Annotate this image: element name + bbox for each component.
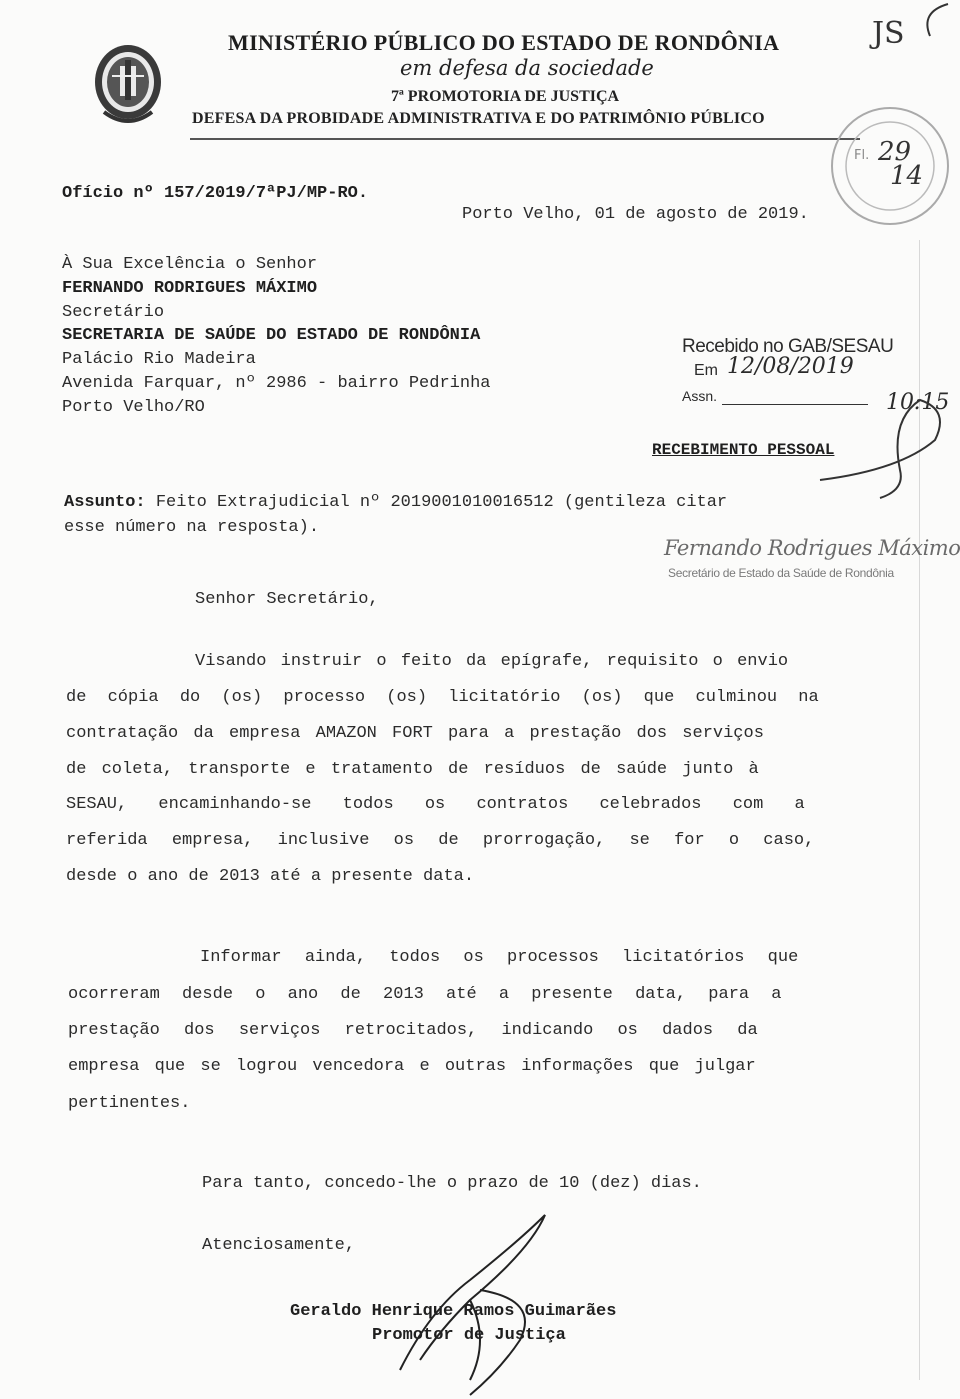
addressee-salutation: À Sua Excelência o Senhor xyxy=(62,255,318,274)
paragraph-2-line: pertinentes. xyxy=(68,1094,191,1113)
receipt-em-label: Em xyxy=(694,362,718,379)
corner-handwritten-mark: JS xyxy=(872,16,905,51)
institution-name: MINISTÉRIO PÚBLICO DO ESTADO DE RONDÔNIA xyxy=(228,30,780,55)
subject-text: Feito Extrajudicial nº 2019001010016512 (gentileza citar xyxy=(145,493,728,512)
paragraph-2-line: empresa que se logrou vencedora e outras informações que julgar xyxy=(68,1057,756,1076)
oficio-number: Ofício nº 157/2019/7ªPJ/MP-RO. xyxy=(62,184,369,203)
receipt-time: 10:15 xyxy=(886,390,950,415)
paragraph-1-line: de cópia do (os) processo (os) licitatório (os) que culminou na xyxy=(66,688,819,707)
paragraph-2-line: ocorreram desde o ano de 2013 até a presente data, para a xyxy=(68,985,782,1004)
subject-line-2: esse número na resposta). xyxy=(64,518,320,537)
recipient-signature-role: Secretário de Estado da Saúde de Rondônia xyxy=(668,566,894,580)
paragraph-2-line: Informar ainda, todos os processos licitatórios que xyxy=(200,948,799,967)
addressee-street: Avenida Farquar, nº 2986 - bairro Pedrinha xyxy=(62,374,491,393)
receipt-assn-label: Assn. xyxy=(682,388,718,404)
paragraph-1-line: SESAU, encaminhando-se todos os contratos celebrados com a xyxy=(66,795,805,814)
addressee-building: Palácio Rio Madeira xyxy=(62,350,256,369)
folio-number-sub: 14 xyxy=(890,161,924,191)
signatory-name: Geraldo Henrique Ramos Guimarães xyxy=(290,1302,617,1321)
institution-motto: em defesa da sociedade xyxy=(400,56,654,80)
greeting: Senhor Secretário, xyxy=(195,590,379,609)
addressee-name: FERNANDO RODRIGUES MÁXIMO xyxy=(62,279,318,298)
folio-label: Fl. xyxy=(854,148,870,163)
paragraph-1-line: referida empresa, inclusive os de prorrogação, se for o caso, xyxy=(66,831,815,850)
addressee-city: Porto Velho/RO xyxy=(62,398,205,417)
paragraph-1-line: desde o ano de 2013 até a presente data. xyxy=(66,867,475,886)
receipt-stamp-label: Recebido no GAB/SESAU xyxy=(682,336,894,357)
folio-number-main: 29 xyxy=(878,137,912,167)
office-name: 7ª PROMOTORIA DE JUSTIÇA xyxy=(391,88,620,105)
receipt-mode: RECEBIMENTO PESSOAL xyxy=(652,441,835,459)
closing-text: Atenciosamente, xyxy=(202,1236,356,1255)
promotor-signature xyxy=(400,1215,545,1395)
recipient-signature-name: Fernando Rodrigues Máximo xyxy=(664,536,960,560)
deadline-text: Para tanto, concedo-lhe o prazo de 10 (dez) dias. xyxy=(202,1174,702,1193)
paragraph-2-line: prestação dos serviços retrocitados, indicando os dados da xyxy=(68,1021,758,1040)
paragraph-1-line: contratação da empresa AMAZON FORT para a prestação dos serviços xyxy=(66,724,764,743)
receipt-date: 12/08/2019 xyxy=(727,354,854,379)
department-name: DEFESA DA PROBIDADE ADMINISTRATIVA E DO PATRIMÔNIO PÚBLICO xyxy=(192,110,765,127)
subject-label: Assunto: xyxy=(64,493,146,512)
place-date: Porto Velho, 01 de agosto de 2019. xyxy=(462,205,809,224)
addressee-organ: SECRETARIA DE SAÚDE DO ESTADO DE RONDÔNIA xyxy=(62,326,481,345)
paragraph-1-line: de coleta, transporte e tratamento de resíduos de saúde junto à xyxy=(66,760,759,779)
receipt-scribble xyxy=(820,400,940,498)
paragraph-1-line: Visando instruir o feito da epígrafe, requisito o envio xyxy=(195,652,789,671)
signatory-role: Promotor de Justiça xyxy=(372,1326,566,1345)
addressee-title: Secretário xyxy=(62,303,165,322)
